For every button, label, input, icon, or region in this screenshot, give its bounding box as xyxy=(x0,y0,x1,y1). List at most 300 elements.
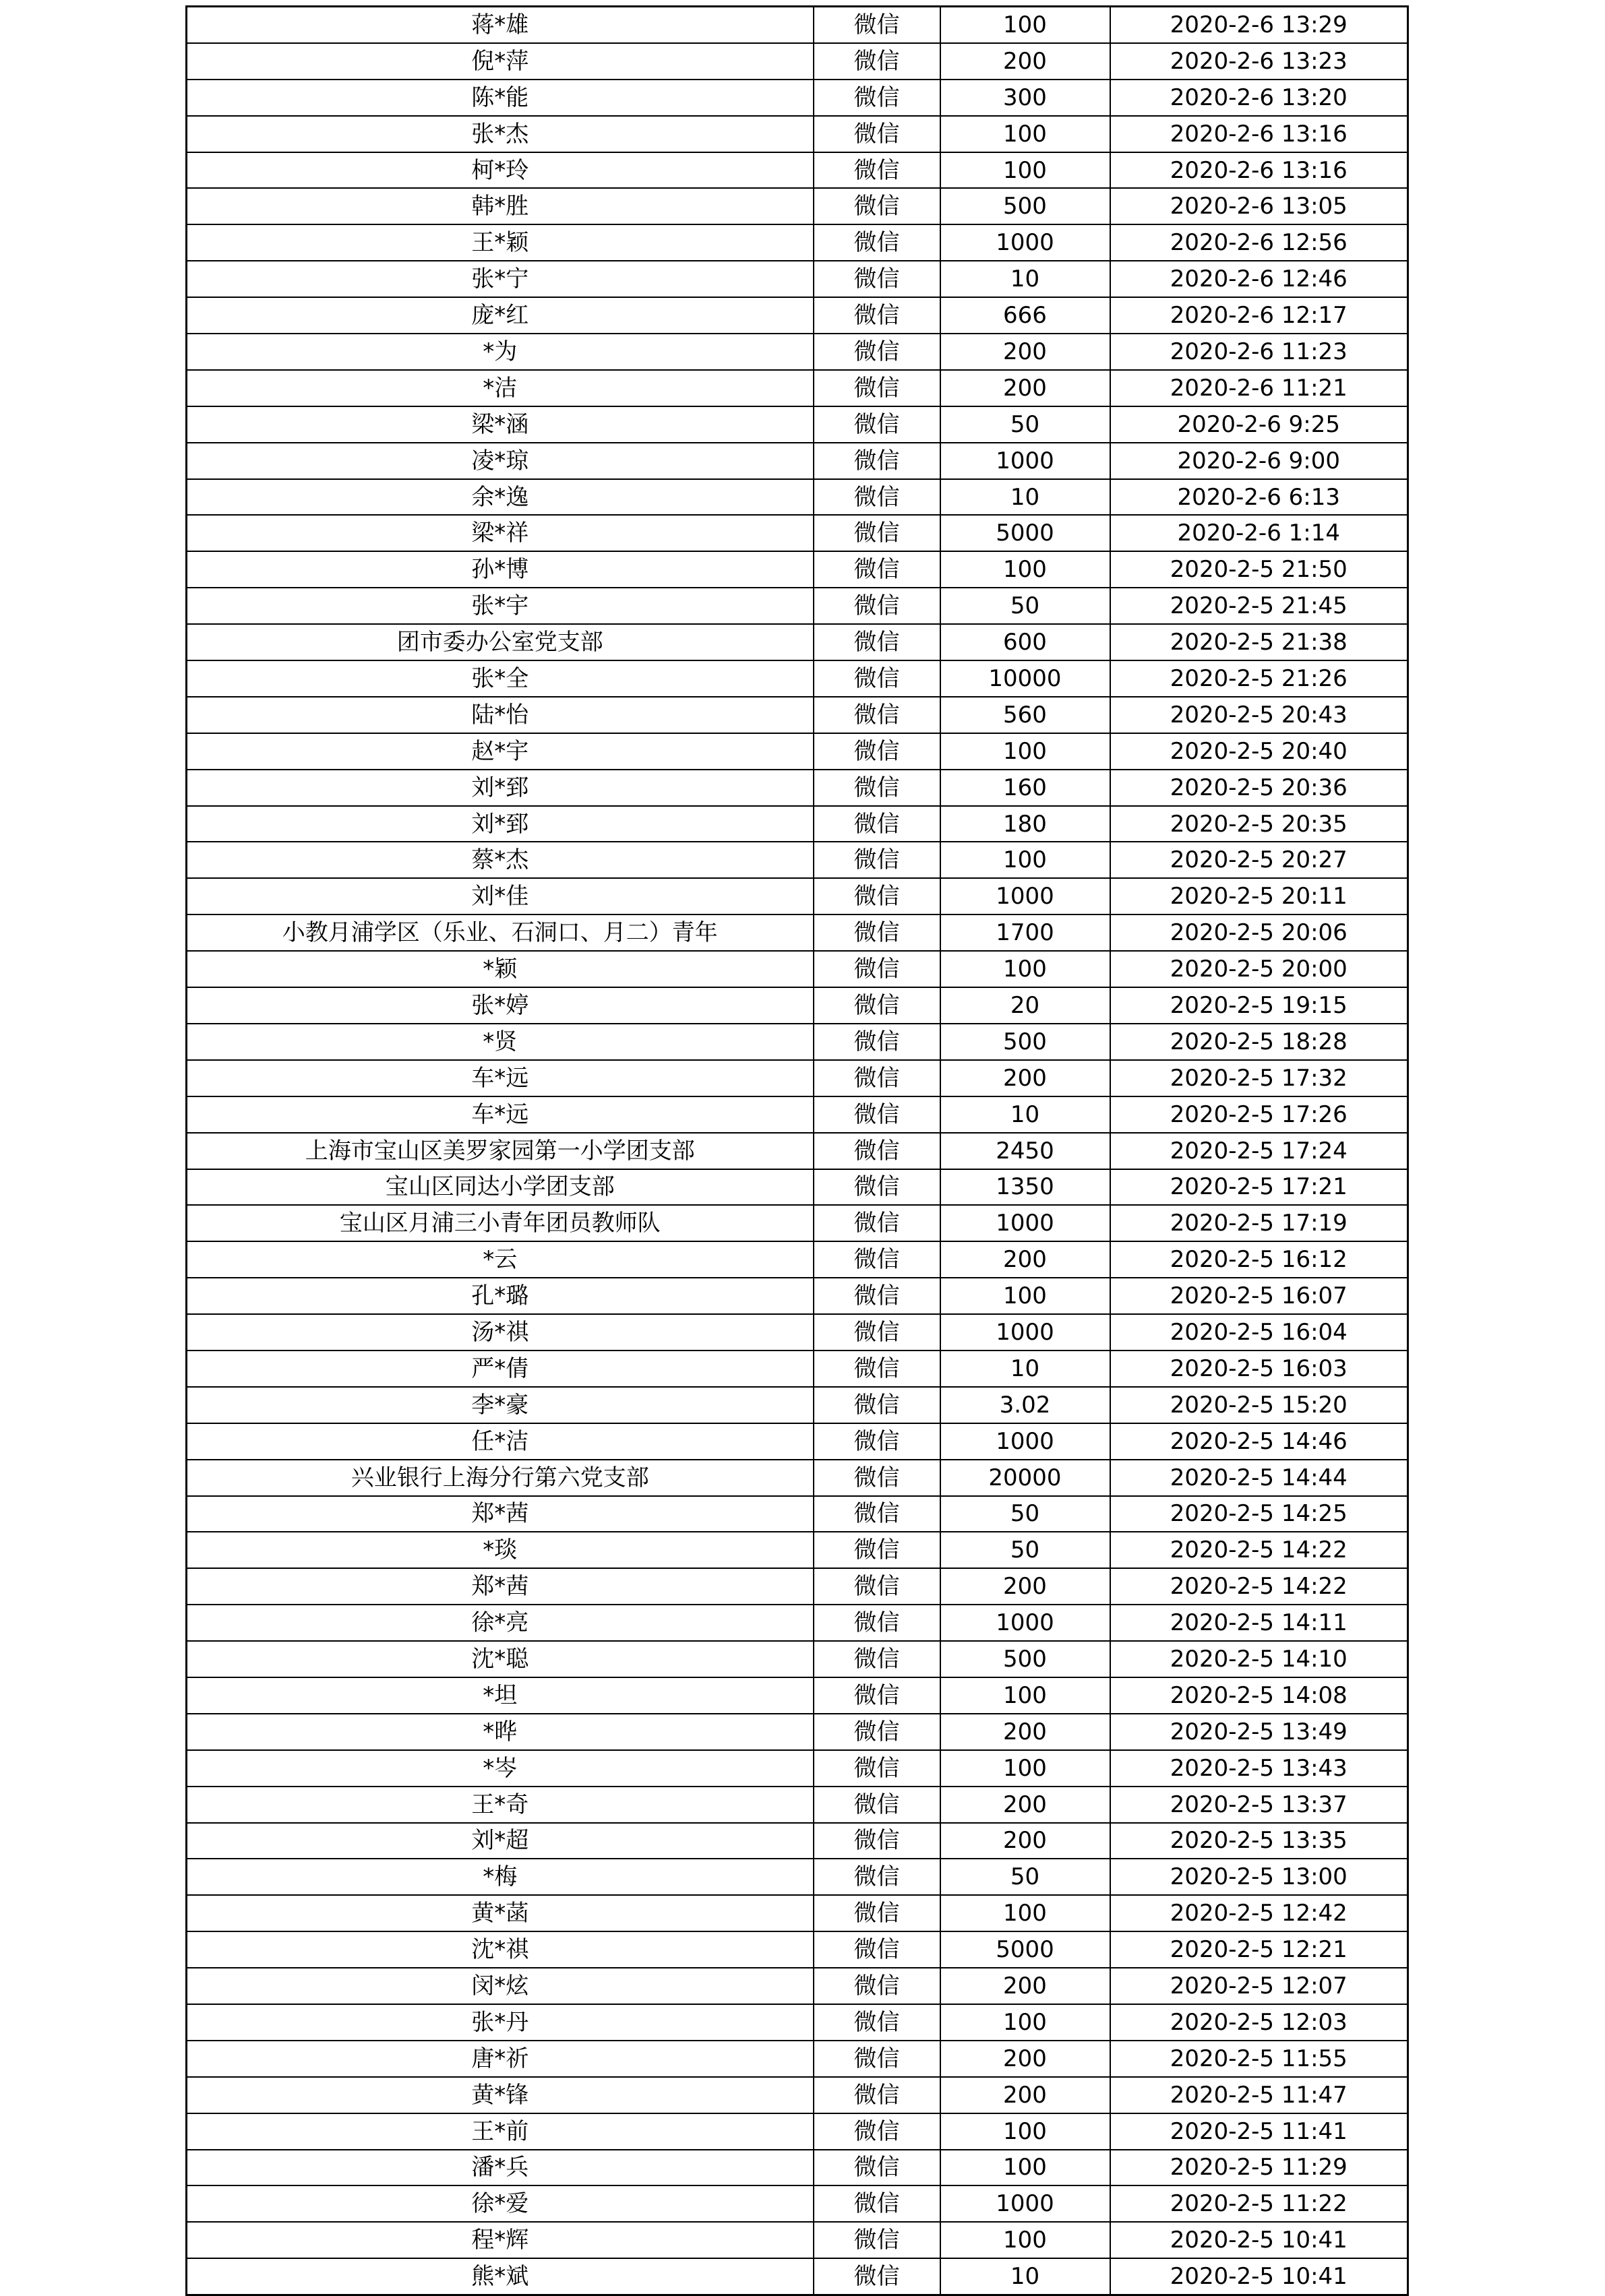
table-row xyxy=(187,479,1408,516)
amount-cell: 1350 xyxy=(940,1169,1110,1206)
donor-name-cell: 沈*祺 xyxy=(187,1931,814,1968)
amount-cell: 160 xyxy=(940,770,1110,806)
payment-method-cell: 微信 xyxy=(814,1787,940,1823)
amount-cell: 50 xyxy=(940,588,1110,624)
payment-method-cell: 微信 xyxy=(814,2185,940,2222)
payment-method-cell: 微信 xyxy=(814,1605,940,1641)
donor-name-cell: *云 xyxy=(187,1241,814,1278)
table-row xyxy=(187,1859,1408,1895)
table-row xyxy=(187,1968,1408,2004)
amount-cell: 10 xyxy=(940,479,1110,516)
time-cell: 2020-2-5 17:24 xyxy=(1110,1133,1408,1169)
donation-table-body xyxy=(187,7,1408,2295)
donor-name-cell: 韩*胜 xyxy=(187,188,814,224)
donor-name-cell: 小教月浦学区（乐业、石洞口、月二）青年 xyxy=(187,914,814,951)
amount-cell: 10 xyxy=(940,1096,1110,1133)
donor-name-cell: 黄*菡 xyxy=(187,1895,814,1931)
payment-method-cell: 微信 xyxy=(814,987,940,1024)
payment-method-cell: 微信 xyxy=(814,697,940,733)
payment-method-cell: 微信 xyxy=(814,1677,940,1714)
table-row xyxy=(187,1750,1408,1787)
amount-cell: 100 xyxy=(940,1278,1110,1314)
amount-cell: 100 xyxy=(940,2004,1110,2041)
table-row xyxy=(187,2041,1408,2077)
donor-name-cell: 王*奇 xyxy=(187,1787,814,1823)
payment-method-cell: 微信 xyxy=(814,1968,940,2004)
time-cell: 2020-2-6 12:46 xyxy=(1110,261,1408,297)
payment-method-cell: 微信 xyxy=(814,2004,940,2041)
table-row xyxy=(187,914,1408,951)
table-row xyxy=(187,806,1408,842)
amount-cell: 5000 xyxy=(940,1931,1110,1968)
amount-cell: 20 xyxy=(940,987,1110,1024)
time-cell: 2020-2-6 12:17 xyxy=(1110,297,1408,334)
amount-cell: 100 xyxy=(940,2113,1110,2150)
amount-cell: 300 xyxy=(940,80,1110,116)
donor-name-cell: 王*前 xyxy=(187,2113,814,2150)
payment-method-cell: 微信 xyxy=(814,1205,940,1241)
donor-name-cell: 沈*聪 xyxy=(187,1641,814,1677)
amount-cell: 100 xyxy=(940,1895,1110,1931)
donor-name-cell: 任*洁 xyxy=(187,1423,814,1460)
amount-cell: 200 xyxy=(940,1714,1110,1750)
amount-cell: 560 xyxy=(940,697,1110,733)
amount-cell: 200 xyxy=(940,1968,1110,2004)
donor-name-cell: 汤*祺 xyxy=(187,1314,814,1351)
payment-method-cell: 微信 xyxy=(814,224,940,261)
table-row xyxy=(187,697,1408,733)
donor-name-cell: 刘*超 xyxy=(187,1823,814,1859)
table-row xyxy=(187,2222,1408,2258)
payment-method-cell: 微信 xyxy=(814,806,940,842)
table-row xyxy=(187,1351,1408,1387)
payment-method-cell: 微信 xyxy=(814,1423,940,1460)
payment-method-cell: 微信 xyxy=(814,588,940,624)
table-row xyxy=(187,406,1408,443)
amount-cell: 1700 xyxy=(940,914,1110,951)
amount-cell: 500 xyxy=(940,1024,1110,1060)
donor-name-cell: 张*杰 xyxy=(187,116,814,152)
table-row xyxy=(187,733,1408,770)
payment-method-cell: 微信 xyxy=(814,951,940,987)
amount-cell: 200 xyxy=(940,2077,1110,2113)
donor-name-cell: *坦 xyxy=(187,1677,814,1714)
time-cell: 2020-2-5 12:42 xyxy=(1110,1895,1408,1931)
payment-method-cell: 微信 xyxy=(814,1641,940,1677)
donor-name-cell: 兴业银行上海分行第六党支部 xyxy=(187,1460,814,1496)
donor-name-cell: 倪*萍 xyxy=(187,43,814,80)
amount-cell: 1000 xyxy=(940,224,1110,261)
time-cell: 2020-2-5 20:35 xyxy=(1110,806,1408,842)
table-row xyxy=(187,370,1408,406)
donor-name-cell: *为 xyxy=(187,334,814,370)
table-row xyxy=(187,1641,1408,1677)
table-row xyxy=(187,878,1408,914)
payment-method-cell: 微信 xyxy=(814,1133,940,1169)
payment-method-cell: 微信 xyxy=(814,297,940,334)
time-cell: 2020-2-6 13:16 xyxy=(1110,152,1408,189)
donor-name-cell: 徐*亮 xyxy=(187,1605,814,1641)
time-cell: 2020-2-5 10:41 xyxy=(1110,2258,1408,2295)
payment-method-cell: 微信 xyxy=(814,878,940,914)
table-row xyxy=(187,770,1408,806)
payment-method-cell: 微信 xyxy=(814,2041,940,2077)
donor-name-cell: 上海市宝山区美罗家园第一小学团支部 xyxy=(187,1133,814,1169)
amount-cell: 100 xyxy=(940,7,1110,43)
amount-cell: 10 xyxy=(940,2258,1110,2295)
time-cell: 2020-2-5 14:10 xyxy=(1110,1641,1408,1677)
table-row xyxy=(187,43,1408,80)
table-row xyxy=(187,842,1408,878)
payment-method-cell: 微信 xyxy=(814,1859,940,1895)
table-row xyxy=(187,1314,1408,1351)
donor-name-cell: 熊*斌 xyxy=(187,2258,814,2295)
time-cell: 2020-2-5 13:00 xyxy=(1110,1859,1408,1895)
time-cell: 2020-2-6 12:56 xyxy=(1110,224,1408,261)
payment-method-cell: 微信 xyxy=(814,1931,940,1968)
table-row xyxy=(187,1532,1408,1568)
donor-name-cell: 赵*宇 xyxy=(187,733,814,770)
time-cell: 2020-2-5 11:55 xyxy=(1110,2041,1408,2077)
time-cell: 2020-2-6 9:00 xyxy=(1110,443,1408,479)
amount-cell: 100 xyxy=(940,2150,1110,2186)
donor-name-cell: 宝山区月浦三小青年团员教师队 xyxy=(187,1205,814,1241)
donor-name-cell: *贤 xyxy=(187,1024,814,1060)
donor-name-cell: *颖 xyxy=(187,951,814,987)
amount-cell: 200 xyxy=(940,1241,1110,1278)
time-cell: 2020-2-6 9:25 xyxy=(1110,406,1408,443)
time-cell: 2020-2-5 17:21 xyxy=(1110,1169,1408,1206)
time-cell: 2020-2-5 14:25 xyxy=(1110,1496,1408,1532)
time-cell: 2020-2-5 17:32 xyxy=(1110,1060,1408,1096)
donor-name-cell: 孔*璐 xyxy=(187,1278,814,1314)
time-cell: 2020-2-6 13:16 xyxy=(1110,116,1408,152)
time-cell: 2020-2-5 20:36 xyxy=(1110,770,1408,806)
time-cell: 2020-2-5 20:43 xyxy=(1110,697,1408,733)
table-row xyxy=(187,660,1408,697)
table-row xyxy=(187,1895,1408,1931)
time-cell: 2020-2-5 20:00 xyxy=(1110,951,1408,987)
time-cell: 2020-2-5 16:04 xyxy=(1110,1314,1408,1351)
table-row xyxy=(187,1060,1408,1096)
time-cell: 2020-2-5 14:44 xyxy=(1110,1460,1408,1496)
donor-name-cell: 凌*琼 xyxy=(187,443,814,479)
time-cell: 2020-2-6 11:21 xyxy=(1110,370,1408,406)
payment-method-cell: 微信 xyxy=(814,1060,940,1096)
amount-cell: 50 xyxy=(940,1532,1110,1568)
amount-cell: 10 xyxy=(940,1351,1110,1387)
table-row xyxy=(187,1096,1408,1133)
table-row xyxy=(187,1133,1408,1169)
amount-cell: 1000 xyxy=(940,878,1110,914)
donor-name-cell: 严*倩 xyxy=(187,1351,814,1387)
time-cell: 2020-2-6 6:13 xyxy=(1110,479,1408,516)
payment-method-cell: 微信 xyxy=(814,334,940,370)
time-cell: 2020-2-5 12:03 xyxy=(1110,2004,1408,2041)
time-cell: 2020-2-6 13:05 xyxy=(1110,188,1408,224)
amount-cell: 100 xyxy=(940,951,1110,987)
time-cell: 2020-2-6 1:14 xyxy=(1110,515,1408,551)
time-cell: 2020-2-5 19:15 xyxy=(1110,987,1408,1024)
time-cell: 2020-2-5 21:50 xyxy=(1110,551,1408,588)
amount-cell: 100 xyxy=(940,152,1110,189)
table-row xyxy=(187,116,1408,152)
payment-method-cell: 微信 xyxy=(814,1024,940,1060)
table-row xyxy=(187,1205,1408,1241)
payment-method-cell: 微信 xyxy=(814,1096,940,1133)
payment-method-cell: 微信 xyxy=(814,1278,940,1314)
payment-method-cell: 微信 xyxy=(814,443,940,479)
donor-name-cell: 张*丹 xyxy=(187,2004,814,2041)
donor-name-cell: 车*远 xyxy=(187,1060,814,1096)
amount-cell: 100 xyxy=(940,2222,1110,2258)
time-cell: 2020-2-6 13:29 xyxy=(1110,7,1408,43)
table-row xyxy=(187,1169,1408,1206)
donor-name-cell: 黄*锋 xyxy=(187,2077,814,2113)
time-cell: 2020-2-5 20:11 xyxy=(1110,878,1408,914)
donor-name-cell: 蒋*雄 xyxy=(187,7,814,43)
amount-cell: 1000 xyxy=(940,1205,1110,1241)
time-cell: 2020-2-5 11:29 xyxy=(1110,2150,1408,2186)
time-cell: 2020-2-5 16:03 xyxy=(1110,1351,1408,1387)
donor-name-cell: *琰 xyxy=(187,1532,814,1568)
donor-name-cell: 张*婷 xyxy=(187,987,814,1024)
payment-method-cell: 微信 xyxy=(814,1387,940,1423)
payment-method-cell: 微信 xyxy=(814,2258,940,2295)
amount-cell: 5000 xyxy=(940,515,1110,551)
amount-cell: 500 xyxy=(940,188,1110,224)
time-cell: 2020-2-5 14:08 xyxy=(1110,1677,1408,1714)
table-row xyxy=(187,1241,1408,1278)
donor-name-cell: 车*远 xyxy=(187,1096,814,1133)
amount-cell: 200 xyxy=(940,43,1110,80)
table-row xyxy=(187,1568,1408,1605)
donor-name-cell: 宝山区同达小学团支部 xyxy=(187,1169,814,1206)
donor-name-cell: 余*逸 xyxy=(187,479,814,516)
table-row xyxy=(187,2150,1408,2186)
amount-cell: 200 xyxy=(940,1823,1110,1859)
payment-method-cell: 微信 xyxy=(814,624,940,660)
donor-name-cell: 王*颖 xyxy=(187,224,814,261)
donor-name-cell: 徐*爱 xyxy=(187,2185,814,2222)
table-row xyxy=(187,1278,1408,1314)
time-cell: 2020-2-5 14:22 xyxy=(1110,1532,1408,1568)
amount-cell: 2450 xyxy=(940,1133,1110,1169)
payment-method-cell: 微信 xyxy=(814,733,940,770)
payment-method-cell: 微信 xyxy=(814,1823,940,1859)
time-cell: 2020-2-5 21:26 xyxy=(1110,660,1408,697)
amount-cell: 200 xyxy=(940,370,1110,406)
amount-cell: 10 xyxy=(940,261,1110,297)
time-cell: 2020-2-5 21:38 xyxy=(1110,624,1408,660)
payment-method-cell: 微信 xyxy=(814,2113,940,2150)
donor-name-cell: 刘*郅 xyxy=(187,806,814,842)
time-cell: 2020-2-5 14:11 xyxy=(1110,1605,1408,1641)
amount-cell: 3.02 xyxy=(940,1387,1110,1423)
table-row xyxy=(187,188,1408,224)
table-row xyxy=(187,1714,1408,1750)
donor-name-cell: *洁 xyxy=(187,370,814,406)
table-row xyxy=(187,1387,1408,1423)
payment-method-cell: 微信 xyxy=(814,188,940,224)
table-row xyxy=(187,624,1408,660)
time-cell: 2020-2-5 16:07 xyxy=(1110,1278,1408,1314)
time-cell: 2020-2-5 12:21 xyxy=(1110,1931,1408,1968)
time-cell: 2020-2-6 13:20 xyxy=(1110,80,1408,116)
donor-name-cell: 郑*茜 xyxy=(187,1568,814,1605)
amount-cell: 200 xyxy=(940,1568,1110,1605)
time-cell: 2020-2-5 20:27 xyxy=(1110,842,1408,878)
payment-method-cell: 微信 xyxy=(814,2150,940,2186)
donor-name-cell: 陈*能 xyxy=(187,80,814,116)
table-row xyxy=(187,987,1408,1024)
amount-cell: 1000 xyxy=(940,443,1110,479)
payment-method-cell: 微信 xyxy=(814,914,940,951)
payment-method-cell: 微信 xyxy=(814,370,940,406)
payment-method-cell: 微信 xyxy=(814,515,940,551)
time-cell: 2020-2-5 17:19 xyxy=(1110,1205,1408,1241)
amount-cell: 1000 xyxy=(940,1314,1110,1351)
table-row xyxy=(187,588,1408,624)
donor-name-cell: 唐*祈 xyxy=(187,2041,814,2077)
amount-cell: 1000 xyxy=(940,1605,1110,1641)
payment-method-cell: 微信 xyxy=(814,1532,940,1568)
table-row xyxy=(187,1823,1408,1859)
donor-name-cell: 庞*红 xyxy=(187,297,814,334)
time-cell: 2020-2-5 20:40 xyxy=(1110,733,1408,770)
payment-method-cell: 微信 xyxy=(814,1351,940,1387)
payment-method-cell: 微信 xyxy=(814,1568,940,1605)
payment-method-cell: 微信 xyxy=(814,1895,940,1931)
payment-method-cell: 微信 xyxy=(814,43,940,80)
table-row xyxy=(187,152,1408,189)
donor-name-cell: 刘*郅 xyxy=(187,770,814,806)
payment-method-cell: 微信 xyxy=(814,406,940,443)
table-row xyxy=(187,2077,1408,2113)
donor-name-cell: 团市委办公室党支部 xyxy=(187,624,814,660)
table-row xyxy=(187,443,1408,479)
payment-method-cell: 微信 xyxy=(814,660,940,697)
table-row xyxy=(187,1496,1408,1532)
time-cell: 2020-2-5 13:49 xyxy=(1110,1714,1408,1750)
payment-method-cell: 微信 xyxy=(814,1496,940,1532)
payment-method-cell: 微信 xyxy=(814,2077,940,2113)
time-cell: 2020-2-5 16:12 xyxy=(1110,1241,1408,1278)
payment-method-cell: 微信 xyxy=(814,770,940,806)
table-row xyxy=(187,1787,1408,1823)
payment-method-cell: 微信 xyxy=(814,152,940,189)
table-row xyxy=(187,2258,1408,2295)
amount-cell: 100 xyxy=(940,1750,1110,1787)
time-cell: 2020-2-5 14:22 xyxy=(1110,1568,1408,1605)
payment-method-cell: 微信 xyxy=(814,116,940,152)
amount-cell: 200 xyxy=(940,2041,1110,2077)
time-cell: 2020-2-5 20:06 xyxy=(1110,914,1408,951)
amount-cell: 500 xyxy=(940,1641,1110,1677)
time-cell: 2020-2-5 14:46 xyxy=(1110,1423,1408,1460)
table-row xyxy=(187,2004,1408,2041)
table-row xyxy=(187,297,1408,334)
donor-name-cell: 陆*怡 xyxy=(187,697,814,733)
donor-name-cell: 潘*兵 xyxy=(187,2150,814,2186)
time-cell: 2020-2-5 18:28 xyxy=(1110,1024,1408,1060)
amount-cell: 200 xyxy=(940,1787,1110,1823)
time-cell: 2020-2-5 13:43 xyxy=(1110,1750,1408,1787)
table-row xyxy=(187,1460,1408,1496)
table-row xyxy=(187,2113,1408,2150)
donor-name-cell: 程*辉 xyxy=(187,2222,814,2258)
payment-method-cell: 微信 xyxy=(814,261,940,297)
donor-name-cell: 梁*祥 xyxy=(187,515,814,551)
table-row xyxy=(187,551,1408,588)
amount-cell: 100 xyxy=(940,551,1110,588)
time-cell: 2020-2-5 13:37 xyxy=(1110,1787,1408,1823)
amount-cell: 50 xyxy=(940,1496,1110,1532)
payment-method-cell: 微信 xyxy=(814,842,940,878)
donor-name-cell: *梅 xyxy=(187,1859,814,1895)
time-cell: 2020-2-5 15:20 xyxy=(1110,1387,1408,1423)
amount-cell: 180 xyxy=(940,806,1110,842)
donor-name-cell: 刘*佳 xyxy=(187,878,814,914)
amount-cell: 50 xyxy=(940,406,1110,443)
payment-method-cell: 微信 xyxy=(814,1714,940,1750)
amount-cell: 10000 xyxy=(940,660,1110,697)
table-row xyxy=(187,7,1408,43)
time-cell: 2020-2-5 10:41 xyxy=(1110,2222,1408,2258)
donor-name-cell: 柯*玲 xyxy=(187,152,814,189)
donor-name-cell: *岑 xyxy=(187,1750,814,1787)
payment-method-cell: 微信 xyxy=(814,1460,940,1496)
table-row xyxy=(187,224,1408,261)
time-cell: 2020-2-5 17:26 xyxy=(1110,1096,1408,1133)
table-row xyxy=(187,1931,1408,1968)
table-row xyxy=(187,951,1408,987)
amount-cell: 50 xyxy=(940,1859,1110,1895)
donor-name-cell: 张*宁 xyxy=(187,261,814,297)
amount-cell: 100 xyxy=(940,733,1110,770)
payment-method-cell: 微信 xyxy=(814,1241,940,1278)
time-cell: 2020-2-5 12:07 xyxy=(1110,1968,1408,2004)
amount-cell: 100 xyxy=(940,842,1110,878)
table-row xyxy=(187,80,1408,116)
donor-name-cell: 张*宇 xyxy=(187,588,814,624)
time-cell: 2020-2-6 13:23 xyxy=(1110,43,1408,80)
payment-method-cell: 微信 xyxy=(814,551,940,588)
time-cell: 2020-2-5 11:47 xyxy=(1110,2077,1408,2113)
donor-name-cell: 梁*涵 xyxy=(187,406,814,443)
payment-method-cell: 微信 xyxy=(814,479,940,516)
amount-cell: 1000 xyxy=(940,1423,1110,1460)
payment-method-cell: 微信 xyxy=(814,1314,940,1351)
amount-cell: 1000 xyxy=(940,2185,1110,2222)
donor-name-cell: *晔 xyxy=(187,1714,814,1750)
donor-name-cell: 蔡*杰 xyxy=(187,842,814,878)
donor-name-cell: 孙*博 xyxy=(187,551,814,588)
payment-method-cell: 微信 xyxy=(814,1750,940,1787)
table-row xyxy=(187,515,1408,551)
time-cell: 2020-2-5 21:45 xyxy=(1110,588,1408,624)
payment-method-cell: 微信 xyxy=(814,80,940,116)
time-cell: 2020-2-5 11:41 xyxy=(1110,2113,1408,2150)
payment-method-cell: 微信 xyxy=(814,1169,940,1206)
time-cell: 2020-2-5 13:35 xyxy=(1110,1823,1408,1859)
time-cell: 2020-2-6 11:23 xyxy=(1110,334,1408,370)
table-row xyxy=(187,1024,1408,1060)
amount-cell: 100 xyxy=(940,1677,1110,1714)
table-row xyxy=(187,1677,1408,1714)
donor-name-cell: 李*豪 xyxy=(187,1387,814,1423)
donor-name-cell: 张*全 xyxy=(187,660,814,697)
